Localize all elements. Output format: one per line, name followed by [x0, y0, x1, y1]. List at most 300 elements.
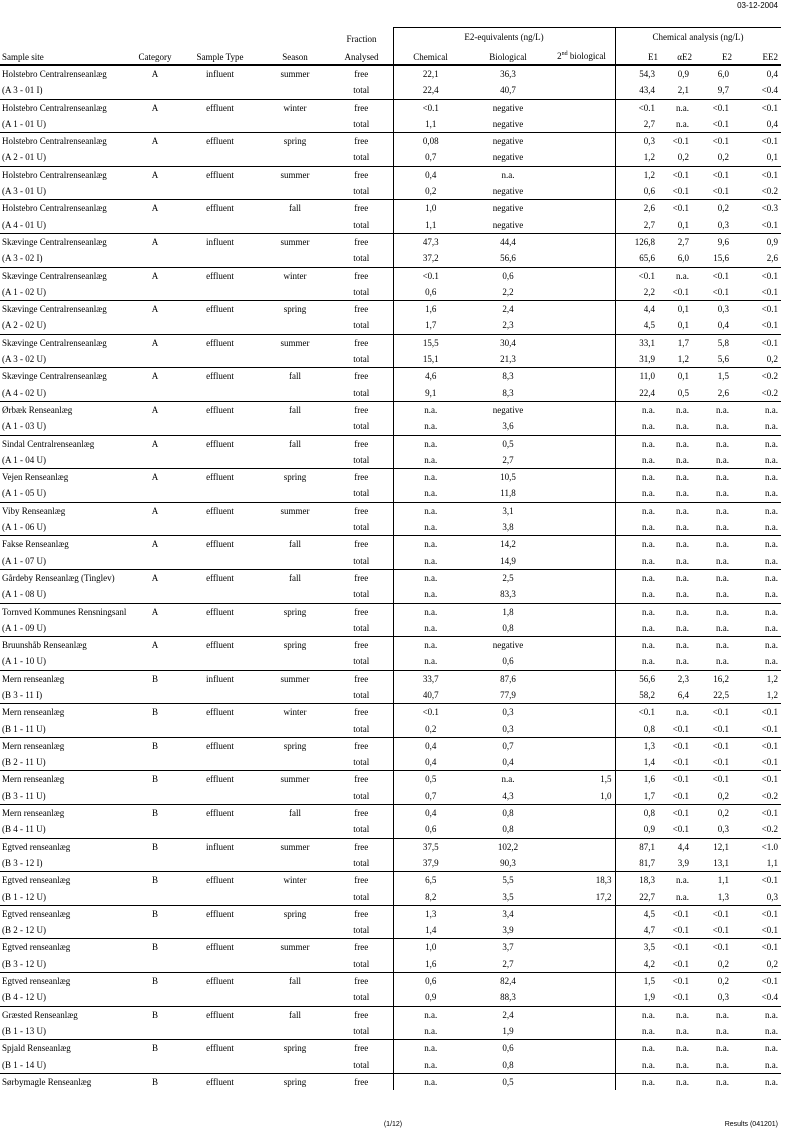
col-header-ae2: αE2	[677, 52, 692, 62]
fraction: free	[330, 233, 393, 250]
chemical-value: n.a.	[393, 401, 468, 418]
biological-value: 102,2	[468, 838, 548, 855]
category	[130, 250, 180, 267]
biological-value: 0,8	[502, 622, 514, 633]
season	[260, 284, 330, 301]
sample-code: (A 3 - 02 I)	[2, 253, 43, 264]
e2-value: 13,1	[713, 857, 729, 868]
second-biological-value	[548, 133, 615, 150]
e2-value: 0,3	[717, 992, 729, 1003]
chemical-value: n.a.	[393, 435, 468, 452]
biological-value: negative	[492, 219, 524, 230]
category	[130, 217, 180, 234]
e1-value: 2,6	[615, 200, 658, 217]
season: summer	[260, 771, 330, 788]
fraction: total	[353, 522, 370, 533]
fraction: free	[330, 99, 393, 116]
ee2-value: <0.1	[732, 267, 781, 284]
e1-value: 31,9	[615, 351, 658, 368]
second-biological-value	[548, 317, 615, 334]
table-row	[0, 620, 781, 637]
e1-value: 56,6	[615, 670, 658, 687]
table-row	[0, 771, 781, 788]
ae2-value: 2,1	[677, 85, 689, 96]
biological-value: 3,4	[468, 905, 548, 922]
second-biological-value	[548, 721, 615, 738]
season: fall	[260, 435, 330, 452]
e1-value: 0,9	[615, 821, 658, 838]
chemical-value: n.a.	[393, 519, 468, 536]
biological-value: 0,6	[468, 1040, 548, 1057]
ae2-value: <0.1	[672, 186, 689, 197]
e1-value: 1,7	[615, 788, 658, 805]
sample-type: effluent	[180, 200, 260, 217]
e1-value: 0,8	[615, 721, 658, 738]
e2-value: <0.1	[712, 757, 729, 768]
biological-value: 2,5	[468, 569, 548, 586]
ae2-value: <0.1	[672, 790, 689, 801]
e1-value: 2,7	[615, 116, 658, 133]
season	[260, 116, 330, 133]
second-biological-value	[548, 754, 615, 771]
sample-site: Skævinge Centralrenseanlæg	[0, 301, 130, 318]
table-row	[0, 788, 781, 805]
chem-group-top-border	[615, 27, 781, 28]
table-row	[0, 183, 781, 200]
sample-site: Sørbymagle Renseanlæg	[0, 1073, 130, 1090]
ae2-value: n.a.	[676, 589, 689, 600]
col-header-chemical: Chemical	[413, 52, 448, 62]
sample-site: Skævinge Centralrenseanlæg	[0, 267, 130, 284]
sample-type: effluent	[180, 334, 260, 351]
e1-value: 4,5	[615, 905, 658, 922]
ee2-value: <0.2	[761, 186, 778, 197]
col-header-fraction-2: Analysed	[344, 52, 379, 62]
e1-value: n.a.	[615, 637, 658, 654]
sample-type	[180, 989, 260, 1006]
e2-value: n.a.	[716, 454, 729, 465]
sample-type	[180, 821, 260, 838]
sample-type: effluent	[180, 99, 260, 116]
sample-site: Holstebro Centralrenseanlæg	[0, 200, 130, 217]
biological-value: 5,5	[468, 872, 548, 889]
ae2-value: n.a.	[658, 1073, 692, 1090]
e2-value: n.a.	[692, 637, 732, 654]
ae2-value: <0.1	[672, 958, 689, 969]
e1-value: n.a.	[615, 603, 658, 620]
e2-value: <0.1	[712, 118, 729, 129]
e2-value: n.a.	[716, 1059, 729, 1070]
table-row	[0, 1057, 781, 1074]
biological-value: 14,9	[500, 555, 516, 566]
season: spring	[260, 1073, 330, 1090]
ae2-value: n.a.	[676, 522, 689, 533]
table-row	[0, 217, 781, 234]
table-row	[0, 385, 781, 402]
chemical-value: 22,4	[393, 82, 468, 99]
category: B	[130, 973, 180, 990]
ae2-value: 2,3	[658, 670, 692, 687]
sample-type	[180, 82, 260, 99]
ae2-value: n.a.	[658, 569, 692, 586]
chemical-value: n.a.	[393, 1057, 468, 1074]
sample-site: Sindal Centralrenseanlæg	[0, 435, 130, 452]
sample-type: effluent	[180, 569, 260, 586]
ae2-value: n.a.	[676, 622, 689, 633]
ee2-value: <0.1	[732, 737, 781, 754]
season	[260, 653, 330, 670]
season: fall	[260, 536, 330, 553]
chemical-value: 33,7	[393, 670, 468, 687]
fraction: free	[330, 469, 393, 486]
e1-value: 1,6	[615, 771, 658, 788]
e1-value: 1,4	[615, 754, 658, 771]
fraction: total	[353, 925, 370, 936]
season	[260, 956, 330, 973]
sample-site: Egtved renseanlæg	[0, 838, 130, 855]
chemical-value: 4,6	[393, 368, 468, 385]
e2-value: 1,5	[692, 368, 732, 385]
e2-value: <0.1	[692, 939, 732, 956]
category: B	[130, 872, 180, 889]
ae2-value: 0,9	[658, 66, 692, 83]
sample-type	[180, 855, 260, 872]
fraction: free	[330, 133, 393, 150]
second-biological-value	[548, 250, 615, 267]
season	[260, 1057, 330, 1074]
sample-site: Holstebro Centralrenseanlæg	[0, 66, 130, 83]
e1-value: n.a.	[615, 586, 658, 603]
e1-value: 0,8	[615, 805, 658, 822]
e2-group-top-border	[393, 27, 615, 28]
second-biological-value	[548, 553, 615, 570]
sample-code: (A 2 - 01 U)	[2, 152, 46, 163]
e2-value: 1,1	[692, 872, 732, 889]
second-biological-value	[548, 922, 615, 939]
season: summer	[260, 838, 330, 855]
category	[130, 687, 180, 704]
ee2-value: <0.1	[761, 757, 778, 768]
ae2-value: 0,5	[677, 387, 689, 398]
category	[130, 956, 180, 973]
ae2-value: 6,4	[677, 689, 689, 700]
ee2-value: 2,6	[766, 253, 778, 264]
ee2-value: n.a.	[732, 536, 781, 553]
category: B	[130, 1006, 180, 1023]
sample-code: (A 1 - 04 U)	[2, 454, 46, 465]
fraction: total	[353, 555, 370, 566]
fraction: free	[330, 1073, 393, 1090]
ee2-value: <0.1	[732, 704, 781, 721]
sample-site: Ørbæk Renseanlæg	[0, 401, 130, 418]
season: spring	[260, 133, 330, 150]
fraction: free	[330, 334, 393, 351]
e2-value: <0.1	[692, 267, 732, 284]
e1-value: 11,0	[615, 368, 658, 385]
fraction: free	[330, 603, 393, 620]
sample-code: (A 3 - 01 U)	[2, 186, 46, 197]
biological-value: negative	[468, 133, 548, 150]
sample-type: effluent	[180, 771, 260, 788]
category	[130, 452, 180, 469]
category: B	[130, 737, 180, 754]
sample-code: (B 3 - 12 I)	[2, 857, 43, 868]
season: spring	[260, 637, 330, 654]
season	[260, 687, 330, 704]
sample-site: Bruunshåb Renseanlæg	[0, 637, 130, 654]
sample-code: (A 1 - 01 U)	[2, 118, 46, 129]
ee2-value: n.a.	[732, 502, 781, 519]
category: A	[130, 267, 180, 284]
ae2-value: n.a.	[676, 118, 689, 129]
sample-type	[180, 653, 260, 670]
ae2-value: 0,1	[677, 320, 689, 331]
ee2-value: <0.4	[761, 85, 778, 96]
e2-value: 12,1	[692, 838, 732, 855]
table-row	[0, 805, 781, 822]
category	[130, 418, 180, 435]
e1-value: 18,3	[615, 872, 658, 889]
e1-value: 22,4	[615, 385, 658, 402]
e2-value: <0.1	[692, 771, 732, 788]
ae2-value: n.a.	[658, 704, 692, 721]
chemical-value: n.a.	[393, 485, 468, 502]
e1-value: n.a.	[615, 401, 658, 418]
biological-value: 4,3	[502, 790, 514, 801]
biological-value: 0,7	[468, 737, 548, 754]
second-biological-value	[548, 586, 615, 603]
second-biological-value	[548, 284, 615, 301]
e1-value: n.a.	[615, 553, 658, 570]
ee2-value: 1,2	[732, 670, 781, 687]
biological-value: 0,8	[502, 1059, 514, 1070]
e2-value: <0.1	[692, 905, 732, 922]
table-row	[0, 754, 781, 771]
table-row	[0, 687, 781, 704]
ae2-value: n.a.	[676, 488, 689, 499]
ee2-value: 0,2	[766, 354, 778, 365]
ae2-value: 0,1	[677, 219, 689, 230]
e2-value: 0,2	[717, 790, 729, 801]
category	[130, 149, 180, 166]
category	[130, 754, 180, 771]
ee2-value: n.a.	[765, 656, 778, 667]
sample-type: effluent	[180, 1073, 260, 1090]
category	[130, 183, 180, 200]
e2-value: n.a.	[692, 603, 732, 620]
ee2-value: <0.1	[732, 99, 781, 116]
chemical-value: n.a.	[393, 502, 468, 519]
season	[260, 217, 330, 234]
chemical-value: 0,6	[393, 821, 468, 838]
biological-value: 82,4	[468, 973, 548, 990]
chemical-value: n.a.	[393, 1006, 468, 1023]
sample-type	[180, 687, 260, 704]
biological-value: 2,4	[468, 301, 548, 318]
biological-value: 56,6	[500, 253, 516, 264]
ee2-value: <0.1	[761, 723, 778, 734]
ae2-value: <0.1	[672, 925, 689, 936]
ee2-value: 1,1	[766, 857, 778, 868]
e1-value: 33,1	[615, 334, 658, 351]
ae2-value: n.a.	[658, 435, 692, 452]
category	[130, 788, 180, 805]
sample-site: Mern renseanlæg	[0, 704, 130, 721]
e1-value: 2,2	[615, 284, 658, 301]
e2-value: n.a.	[692, 569, 732, 586]
sample-site: Egtved renseanlæg	[0, 939, 130, 956]
category: A	[130, 469, 180, 486]
ae2-value: 3,9	[677, 857, 689, 868]
biological-value: 90,3	[500, 857, 516, 868]
season	[260, 418, 330, 435]
chemical-value: 1,6	[393, 301, 468, 318]
chemical-value: 0,7	[393, 788, 468, 805]
category: B	[130, 939, 180, 956]
e1-value: 4,5	[615, 317, 658, 334]
category: A	[130, 99, 180, 116]
biological-value: 8,3	[502, 387, 514, 398]
sample-type	[180, 586, 260, 603]
e1-value: 54,3	[615, 66, 658, 83]
chemical-value: 9,1	[393, 385, 468, 402]
category: B	[130, 838, 180, 855]
chemical-value: n.a.	[393, 620, 468, 637]
sample-code: (B 1 - 11 U)	[2, 723, 46, 734]
category: A	[130, 66, 180, 83]
sample-site: Skævinge Centralrenseanlæg	[0, 233, 130, 250]
table-row	[0, 939, 781, 956]
table-row	[0, 905, 781, 922]
sample-type	[180, 183, 260, 200]
season: spring	[260, 301, 330, 318]
table-row	[0, 704, 781, 721]
second-biological-value	[548, 351, 615, 368]
ee2-value: <0.1	[732, 133, 781, 150]
e2-value: n.a.	[716, 555, 729, 566]
e2-value: n.a.	[716, 522, 729, 533]
category: B	[130, 1073, 180, 1090]
category	[130, 922, 180, 939]
season: winter	[260, 99, 330, 116]
table-row	[0, 301, 781, 318]
col-header-2nd-rest: biological	[567, 51, 606, 61]
fraction: total	[353, 622, 370, 633]
second-biological-value	[548, 603, 615, 620]
ee2-value: 0,4	[766, 118, 778, 129]
category	[130, 519, 180, 536]
season	[260, 821, 330, 838]
e2-value: 0,2	[717, 958, 729, 969]
chemical-value: n.a.	[393, 418, 468, 435]
fraction: total	[353, 118, 370, 129]
sample-code: (A 1 - 06 U)	[2, 522, 46, 533]
biological-value: 36,3	[468, 66, 548, 83]
sample-type: effluent	[180, 469, 260, 486]
biological-value: 30,4	[468, 334, 548, 351]
sample-type	[180, 284, 260, 301]
e1-value: 126,8	[615, 233, 658, 250]
sample-type: effluent	[180, 401, 260, 418]
chemical-value: 1,0	[393, 939, 468, 956]
chemical-value: n.a.	[393, 1023, 468, 1040]
fraction: total	[353, 320, 370, 331]
ee2-value: n.a.	[732, 1040, 781, 1057]
second-biological-value	[548, 519, 615, 536]
ae2-value: n.a.	[658, 603, 692, 620]
chemical-value: 1,1	[393, 217, 468, 234]
sample-site: Skævinge Centralrenseanlæg	[0, 334, 130, 351]
chemical-value: n.a.	[393, 536, 468, 553]
category: B	[130, 1040, 180, 1057]
e2-value: <0.1	[692, 133, 732, 150]
sample-type: influent	[180, 66, 260, 83]
sample-type: effluent	[180, 704, 260, 721]
category	[130, 586, 180, 603]
e1-value: 4,2	[615, 956, 658, 973]
table-row	[0, 99, 781, 116]
second-biological-value	[548, 805, 615, 822]
sample-code: (A 1 - 07 U)	[2, 555, 46, 566]
table-row	[0, 956, 781, 973]
chemical-value: 37,5	[393, 838, 468, 855]
e2-value: <0.1	[712, 925, 729, 936]
second-biological-value	[548, 620, 615, 637]
ee2-value: n.a.	[765, 1059, 778, 1070]
season: summer	[260, 502, 330, 519]
biological-value: 2,2	[502, 286, 514, 297]
sample-site: Mern renseanlæg	[0, 771, 130, 788]
ee2-value: <0.1	[732, 334, 781, 351]
fraction: total	[353, 790, 370, 801]
col-header-e2: E2	[722, 52, 732, 62]
category	[130, 653, 180, 670]
fraction: free	[330, 973, 393, 990]
sample-type	[180, 250, 260, 267]
chemical-value: n.a.	[393, 553, 468, 570]
biological-value: 3,5	[502, 891, 514, 902]
chemical-value: 15,5	[393, 334, 468, 351]
category	[130, 889, 180, 906]
ee2-value: 0,3	[766, 891, 778, 902]
table-row	[0, 603, 781, 620]
sample-code: (A 1 - 08 U)	[2, 589, 46, 600]
e1-value: 3,5	[615, 939, 658, 956]
e1-value: n.a.	[615, 519, 658, 536]
sample-type: effluent	[180, 973, 260, 990]
ee2-value: <0.1	[761, 320, 778, 331]
sample-site: Holstebro Centralrenseanlæg	[0, 133, 130, 150]
fraction: total	[353, 219, 370, 230]
season	[260, 754, 330, 771]
table-row	[0, 637, 781, 654]
print-date: 03-12-2004	[737, 1, 778, 10]
sample-type	[180, 956, 260, 973]
col-header-category: Category	[138, 52, 172, 62]
sample-type	[180, 317, 260, 334]
ee2-value: <0.4	[761, 992, 778, 1003]
category: A	[130, 502, 180, 519]
table-row	[0, 166, 781, 183]
category: A	[130, 133, 180, 150]
fraction: total	[353, 286, 370, 297]
fraction: total	[353, 85, 370, 96]
season	[260, 721, 330, 738]
ae2-value: n.a.	[676, 1059, 689, 1070]
chemical-value: n.a.	[393, 1040, 468, 1057]
biological-value: negative	[468, 401, 548, 418]
category	[130, 385, 180, 402]
